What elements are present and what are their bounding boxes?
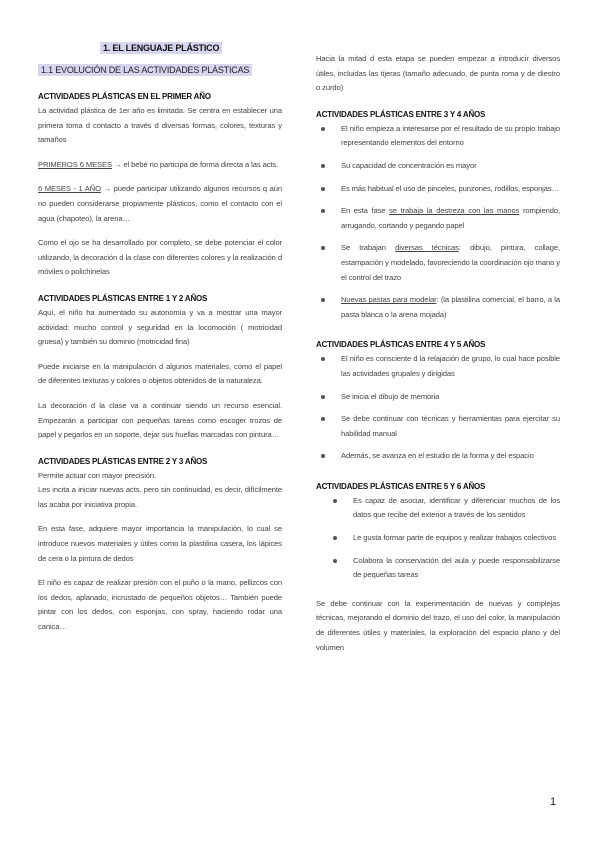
- list-item: Se trabajan diversas técnicas: dibujo, pintura, collage, estampación y modelado, favoreciendo la coordinación ojo mano y el control del trazo: [316, 241, 560, 285]
- list-item: Se debe continuar con técnicas y herramientas para ejercitar su habilidad manual: [316, 412, 560, 441]
- bullet-icon: [321, 127, 325, 131]
- list-item: Además, se avanza en el estudio de la forma y del espacio: [316, 449, 560, 464]
- list-item: Le gusta formar parte de equipos y realizar trabajos colectivos: [316, 531, 560, 546]
- paragraph: Aquí, el niño ha aumentado su autonomía y va a mostrar una mayor actividad: mucho control y seguridad en la locomoción ( motricidad gruesa) y también su dominio (motricidad fina): [38, 307, 282, 347]
- list-item: El niño es consciente d la relajación de grupo, lo cual hace posible las actividades grupales y dirigidas: [316, 352, 560, 381]
- paragraph: Como el ojo se ha desarrollado por completo, se debe potenciar el color utilizando, la decoración d la clase con diferentes colores y la realización d móviles o polichinelas: [38, 238, 282, 277]
- section-heading-2-3-years: ACTIVIDADES PLÁSTICAS ENTRE 2 Y 3 AÑOS: [38, 456, 208, 466]
- bullet-list: [316, 494, 560, 583]
- paragraph: Puede iniciarse en la manipulación d algunos materiales, como el papel de diferentes texturas y colores o objetos obtenidos de la naturaleza.: [38, 361, 282, 386]
- right-column: [316, 52, 560, 665]
- page-number: 1: [550, 796, 557, 808]
- bullet-icon: [321, 187, 325, 191]
- paragraph: Hacia la mitad d esta etapa se pueden empezar a introducir diversos útiles, incluidas las tijeras (tamaño adecuado, de punta roma y de diestro o zurdo): [316, 54, 560, 93]
- paragraph: Permite actuar con mayor precisión. Les incita a iniciar nuevas acts. pero sin continuidad, es decir, difícilmente las acaba por iniciativa propia.: [38, 470, 282, 509]
- bullet-list: [316, 352, 560, 464]
- underlined-label: 6 MESES - 1 AÑO: [38, 184, 101, 194]
- section-heading-3-4-years: ACTIVIDADES PLÁSTICAS ENTRE 3 Y 4 AÑOS: [316, 109, 486, 119]
- list-item: Colabora la conservación del aula y puede responsabilizarse de pequeñas tareas: [316, 554, 560, 583]
- paragraph: PRIMEROS 6 MESES → el bebé no participa de forma directa a las acts.: [38, 159, 279, 169]
- list-item: Es más habitual el uso de pinceles, punzones, rodillos, esponjas…: [316, 182, 560, 197]
- bullet-icon: [321, 164, 325, 168]
- section-heading-1-2-years: ACTIVIDADES PLÁSTICAS ENTRE 1 Y 2 AÑOS: [38, 293, 208, 303]
- list-item: Se inicia el dibujo de memoria: [316, 390, 560, 405]
- list-item: El niño empieza a interesarse por el resultado de su propio trabajo representando elementos del entorno: [316, 122, 560, 151]
- bullet-icon: [321, 298, 325, 302]
- paragraph: En esta fase, adquiere mayor importancia la manipulación, lo cual se introduce nuevos materiales y útiles como la plastilina casera, los lápices de cera o la pintura de dedos: [38, 524, 282, 563]
- section-heading-first-year: ACTIVIDADES PLÁSTICAS EN EL PRIMER AÑO: [38, 92, 211, 101]
- page-title: 1. EL LENGUAJE PLÁSTICO: [100, 42, 222, 54]
- bullet-icon: [321, 357, 325, 361]
- paragraph: La actividad plástica de 1er año es limitada. Se centra en establecer una primera toma d contacto a través d diversas formas, colores, texturas y tamaños: [38, 106, 282, 145]
- bullet-icon: [321, 417, 325, 421]
- page-subtitle: 1.1 EVOLUCIÓN DE LAS ACTIVIDADES PLÁSTICAS: [38, 64, 252, 76]
- paragraph: Se debe continuar con la experimentación de nuevas y complejas técnicas, mejorando el dominio del trazo, el uso del color, la manipulación de diferentes útiles y materiales, la exploración del espacio plano y del volumen: [316, 598, 560, 652]
- title-block: [38, 38, 282, 78]
- bullet-list: [316, 122, 560, 323]
- paragraph: El niño es capaz de realizar presión con el puño o la mano, pellizcos con los dedos, aplanado, incrustado de pequeños objetos… También puede pintar con los dedos, con esponjas, con spray, haciendo rodar una canica…: [38, 578, 282, 632]
- bullet-icon: [333, 499, 337, 503]
- underlined-label: PRIMEROS 6 MESES: [38, 159, 112, 169]
- left-column: [38, 92, 282, 645]
- bullet-icon: [333, 536, 337, 540]
- paragraph: 6 MESES - 1 AÑO → puede participar utilizando algunos recursos q aún no pueden considerarse propiamente plásticos, como el contacto con el agua (chapoteo), la arena…: [38, 184, 282, 223]
- bullet-icon: [321, 395, 325, 399]
- bullet-icon: [321, 454, 325, 458]
- list-item: En esta fase se trabaja la destreza con las manos rompiendo, arrugando, cortando y pegando papel: [316, 204, 560, 233]
- bullet-icon: [321, 246, 325, 250]
- list-item: Nuevas pastas para modelar: (la plastilina comercial, el barro, a la pasta blanca o la arena mojada): [316, 293, 560, 322]
- paragraph: La decoración d la clase va a continuar siendo un recurso esencial. Empezarán a participar con pequeñas tareas como escoger trozos de papel y pegarlos en un soporte, dejar sus huellas marcadas con pintura…: [38, 400, 282, 440]
- list-item: Es capaz de asociar, identificar y diferenciar muchos de los datos que recibe del exterior a través de los sentidos: [316, 494, 560, 523]
- list-item: Su capacidad de concentración es mayor: [316, 159, 560, 174]
- section-heading-4-5-years: ACTIVIDADES PLÁSTICAS ENTRE 4 Y 5 AÑOS: [316, 340, 486, 350]
- bullet-icon: [333, 559, 337, 563]
- section-heading-5-6-years: ACTIVIDADES PLÁSTICAS ENTRE 5 Y 6 AÑOS: [316, 481, 486, 491]
- bullet-icon: [321, 209, 325, 213]
